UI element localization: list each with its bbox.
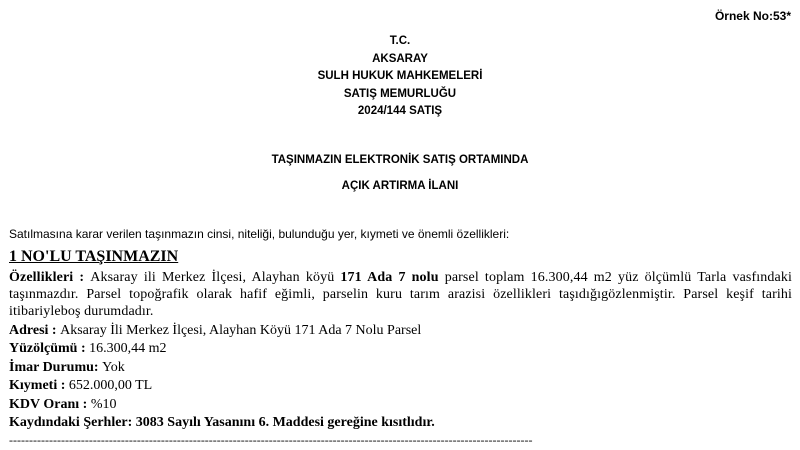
property-annotations bbox=[9, 414, 792, 431]
intro-text: Satılmasına karar verilen taşınmazın cinsi, niteliği, bulunduğu yer, kıymeti ve önemli özellikleri: bbox=[9, 227, 510, 241]
address-label: Adresi : bbox=[9, 322, 61, 338]
property-vat bbox=[9, 396, 792, 413]
court-header-line-4: SATIŞ MEMURLUĞU bbox=[343, 87, 457, 100]
court-header-line-2: AKSARAY bbox=[372, 52, 428, 65]
area-label: Yüzölçümü : bbox=[9, 341, 90, 356]
annotations-label: Kaydındaki Şerhler: bbox=[9, 415, 136, 430]
announcement-title-line-2: AÇIK ARTIRMA İLANI bbox=[341, 180, 459, 192]
value-label: Kıymeti : bbox=[9, 378, 69, 393]
vat-value: %10 bbox=[90, 396, 117, 412]
area-value: 16.300,44 m2 bbox=[89, 341, 167, 356]
address-value: Aksaray İli Merkez İlçesi, Alayhan Köyü 171 Ada 7 Nolu Parsel bbox=[60, 322, 422, 338]
property-address bbox=[9, 322, 792, 339]
property-features bbox=[9, 269, 792, 320]
features-text-2: parsel toplam 16.300,44 m2 yüz ölçümlü Tarla vasfındaki taşınmazdır. Parsel topoğrafik olarak hafif eğimli, parselin kuru tarım arazisi özellikleri taşıdığıgözlenmiştir. Parsel keşif tarihi itibariyleboş durumdadır. bbox=[9, 270, 792, 319]
separator-line: ----------------------------------------------------------------------------------------------------------------------------------- bbox=[9, 433, 533, 447]
property-heading: 1 NO'LU TAŞINMAZIN bbox=[9, 248, 179, 265]
property-area bbox=[9, 340, 792, 357]
sample-number: Örnek No:53* bbox=[714, 9, 791, 23]
features-label: Özellikleri : bbox=[9, 270, 91, 285]
court-header-line-3: SULH HUKUK MAHKEMELERİ bbox=[317, 70, 483, 83]
property-value bbox=[9, 377, 792, 394]
property-details bbox=[9, 269, 792, 431]
features-text-1: Aksaray ili Merkez İlçesi, Alayhan köyü bbox=[90, 270, 341, 285]
property-zoning bbox=[9, 359, 792, 376]
announcement-title-line-1: TAŞINMAZIN ELEKTRONİK SATIŞ ORTAMINDA bbox=[271, 154, 529, 166]
value-amount: 652.000,00 TL bbox=[68, 378, 153, 393]
court-header-line-5: 2024/144 SATIŞ bbox=[357, 105, 443, 118]
annotations-value: 3083 Sayılı Yasanını 6. Maddesi gereğine kısıtlıdır. bbox=[135, 415, 435, 430]
zoning-value: Yok bbox=[102, 359, 125, 375]
court-header-line-1: T.C. bbox=[389, 35, 411, 47]
vat-label: KDV Oranı : bbox=[9, 396, 91, 412]
features-parcel-bold: 171 Ada 7 nolu bbox=[340, 270, 439, 285]
court-header bbox=[0, 33, 800, 121]
zoning-label: İmar Durumu: bbox=[9, 359, 103, 375]
